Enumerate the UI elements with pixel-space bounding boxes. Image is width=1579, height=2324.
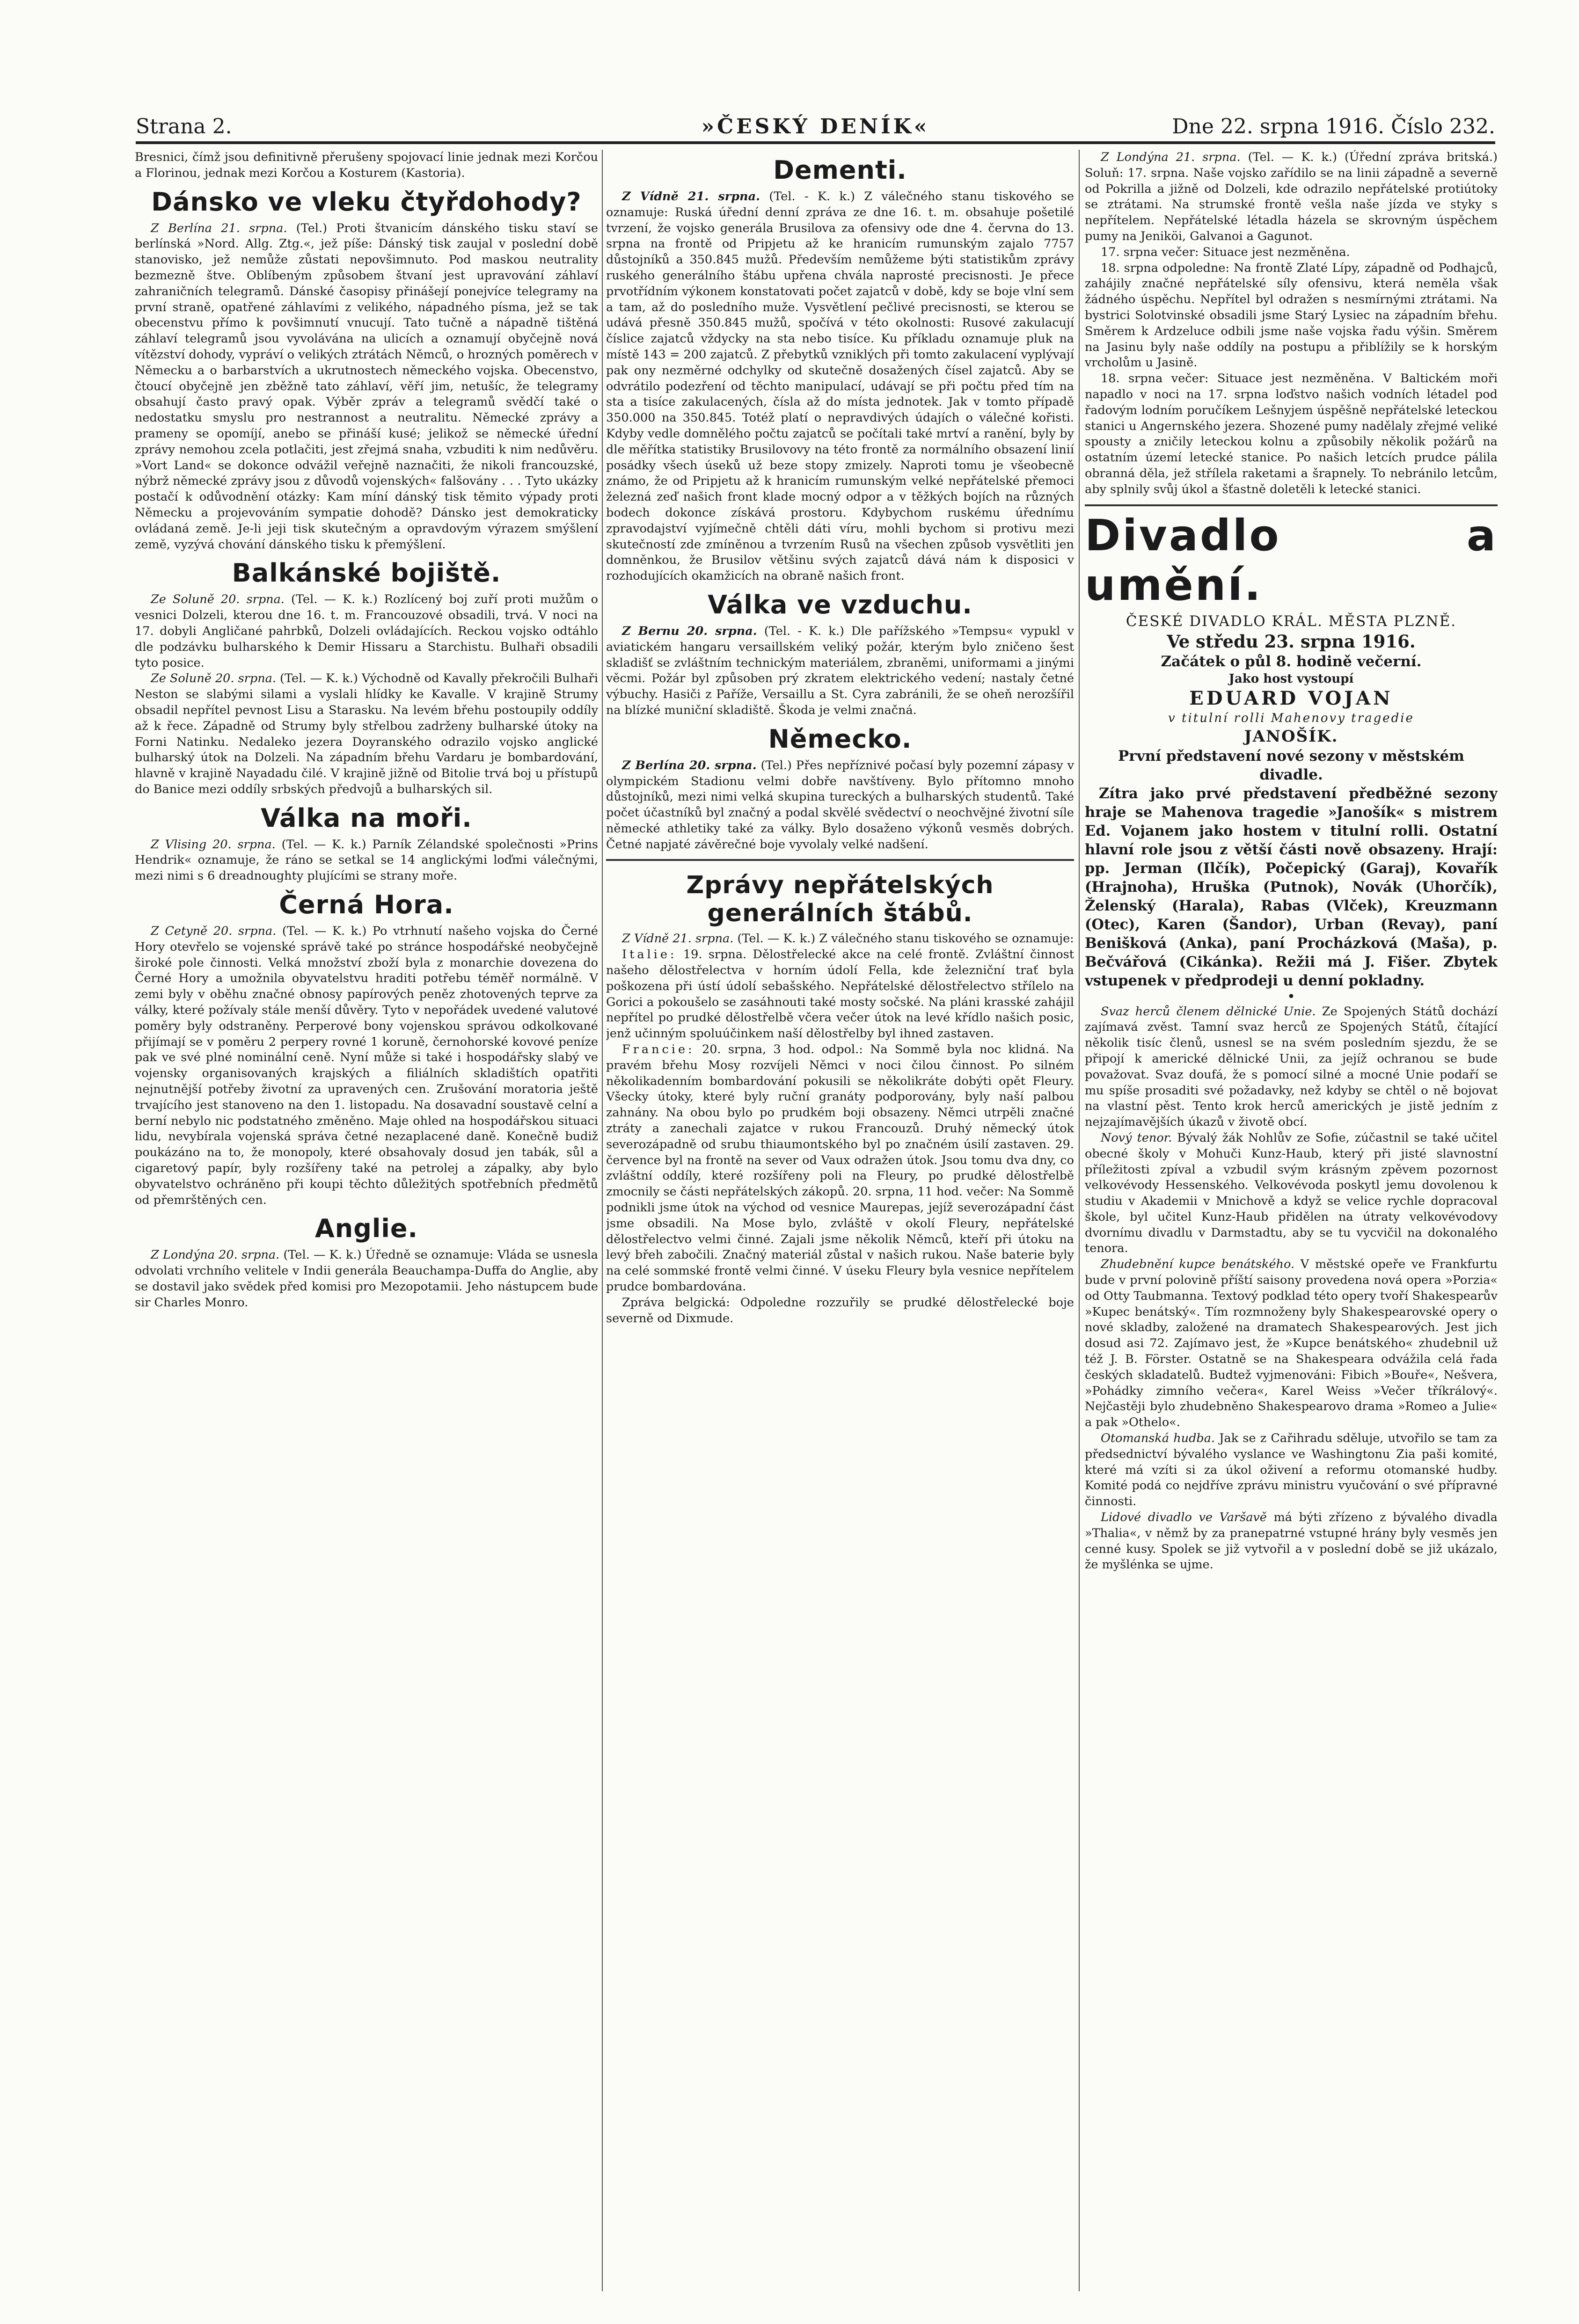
article-text: [135, 837, 598, 884]
dateline: Ze Soluně 20. srpna.: [151, 592, 285, 607]
dateline: Ze Soluně 20. srpna.: [151, 671, 276, 686]
culture-note: [1085, 1130, 1498, 1257]
dateline: Z Cetyně 20. srpna.: [151, 924, 277, 939]
column-rule: [1079, 150, 1080, 2291]
dateline: Z Londýna 21. srpna.: [1101, 150, 1241, 164]
column-1: [135, 150, 598, 2305]
page-number: Strana 2.: [136, 115, 232, 138]
article-body: (Tel. - K. k.) Z válečného stanu tiskového se oznamuje: Ruská úřední denní zpráva ze dne 16. t. m. obsahuje pošetilé tvrzení, že vojsko generála Brusilova za ofensivy ode dne 4. června do 13. srpna na frontě od Pripjetu až ke hranicím rumunským zajalo 7757 důstojníků a 350.845 mužů. Především nemůžeme býti statistikům zprávy ruského generálního štábu upřena chvála naprosté precisnosti. Je přece prvotřídním výkonem konstatovati počet zajatců v době, kdy se boje vlní sem a tam, až do posledního muže. Vysvětlení pečlivé precisnosti, se kterou se udává přesně 350.845 mužů, spočívá v této okolnosti: Rusové zakulacují číslice zajatců vždycky na sta nebo tisíce. Ku příkladu oznamuje pluk na místě 143 = 200 zajatců. Z přebytků vzniklých při tomto zakulacení vyplývají pak ony nezměrné odchylky od skutečně dosažených čísel zajatců. Aby se odvrátilo podezření od těchto manipulací, udávají se při počtu před tím na sta a tisíce zakulacených, čísla až do místa jednotek. Jak v tomto případě 350.000 na 350.845. Totéž platí o nepravdivých údajích o válečné kořisti. Kdyby vedle domnělého počtu zajatců se počítali také mrtví a ranění, byly by dle měřítka statistiky Brusilovovy na této frontě za normálního obsazení linií posádky všech úseků už beze stopy zmizely. Naproti tomu je všeobecně známo, že od Pripjetu až k hranicím rumunským velké nepřátelské přemoci železná zeď našich front klade mocný odpor a v těžkých bojích na různých bodech dokonce získává prostoru. Kdybychom ruskému úřednímu zpravodajství vyjímečně chtěli dáti víru, mohli bychom si protivu mezi skutečností zde zmíněnou a tvrzením Rusů na všechen způsob vysvětliti jen domněnkou, že Brusilov většinu svých zajatců dává nám k disposici v rozhodujících okamžicích na obraně našich front.: [606, 189, 1074, 583]
section-title: Válka ve vzduchu.: [708, 590, 972, 619]
article-text: [135, 221, 598, 553]
article-body: (Tel. — K. k.) Úředně se oznamuje: Vláda se usnesla odvolati vrchního velitele v Indii generála Beauchampa-Duffa do Anglie, aby se dostavil jako svědek před komisi pro Mezopotamii. Jeho nástupcem bude sir Charles Monro.: [135, 1248, 598, 1310]
article-text: 17. srpna večer: Situace jest nezměněna.: [1101, 245, 1350, 259]
article-text: Zpráva belgická: Odpoledne rozzuřily se prudké dělostřelecké boje severně od Dixmude.: [606, 1295, 1074, 1326]
section-title: Válka na moři.: [261, 803, 472, 833]
dateline: Z Berlína 20. srpna.: [622, 758, 757, 772]
bullet-separator: •: [1287, 988, 1295, 1005]
culture-note: [1085, 1004, 1498, 1130]
section-title: Balkánské bojiště.: [232, 558, 501, 588]
dateline: Z Vídně 21. srpna.: [622, 932, 734, 946]
article-text: 18. srpna večer: Situace jest nezměněna. V Baltickém moři napadlo v noci na 17. srpna loďstvo našich vodních létadel pod řadovým lodním poručíkem Lešnyjem úspěšně nepřátelské leteckou stanici u Angernského jezera. Shozené pumy nadělaly zřejmé veliké spousty a zničily leteckou kolnu a způsobily několik požárů na ostatním území letecké stanice. Po našich letcích prudce pálila obranná děla, jež střílela raketami a šrapnely. To nebránilo letcům, aby splnily svůj úkol a šťastně doletěli k letecké stanici.: [1085, 372, 1498, 496]
culture-note: [1085, 1510, 1498, 1573]
note-body: Jak se z Cařihradu sděluje, utvořilo se tam za předsednictví bývalého vyslance ve Washingtonu Zia paši komité, které má vzíti si za úkol oživení a reformu otomanské hudby. Komité podá co nejdříve zprávu ministru vyučování o své přípravné činnosti.: [1085, 1431, 1498, 1509]
article-text: [606, 758, 1074, 853]
article-body: 20. srpna, 3 hod. odpol.: Na Sommě byla noc klidná. Na pravém břehu Mosy rozvíjeli Němci v noci čilou činnost. Po silném několikadenním bombardování pokusili se několikráte dobýti opět Fleury. Všecky útoky, které byly ruční granáty podporovány, byly naší palbou zahnány. Na obou bylo po prudkém boji obsazeny. Němci utrpěli značné ztráty a zanechali zajatce v rukou Francouzů. Druhý německý útok severozápadně od srubu thiaumontského byl po značném úsilí zastaven. 29. července byl na frontě na sever od Vaux odražen útok. Jsou tomu dva dny, co zvláštní oddíly, které rozšířeny poli na Fleury, po prudké dělostřelbě zmocnily se části nepřátelských zákopů. 20. srpna, 11 hod. večer: Na Sommě podnikli jsme útok na východ od vesnice Maurepas, jejíž severozápadní část jsme obsadili. Na Mose bylo, zvláště v okolí Fleury, nepřátelské dělostřelectvo velmi činné. Zajali jsme několik Němců, kteří při útoku na levý břeh zabočili. Značný materiál zůstal v našich rukou. Naše baterie byly na celé sommské frontě velmi činné. V úseku Fleury byla vesnice nepřítelem prudce bombardována.: [606, 1042, 1074, 1294]
section-title: Dánsko ve vleku čtyřdohody?: [151, 187, 582, 217]
play-title: JANOŠÍK.: [1244, 727, 1338, 746]
note-lead: Lidové divadlo ve Varšavě: [1101, 1510, 1267, 1525]
article-body: (Tel. — K. k.) Rozlícený boj zuří proti mužům o vesnici Dolzeli, kterou dne 16. t. m. Francouzové obsadili, trvá. V noci na 17. dobyli Angličané pahrbků, Dolzeli ovládajících. Reckou vojsko odtáhlo dle podzávku bulharského k Demir Hissaru a Starchistu. Bulhaři obsadili tyto posice.: [135, 592, 598, 670]
guest-name: EDUARD VOJAN: [1189, 687, 1393, 709]
article-text: [606, 947, 1074, 1042]
article-text: [606, 624, 1074, 719]
article-body: (Tel.) Přes nepříznivé počasí byly pozemní zápasy v olympickém Stadionu velmi dobře navštíveny. Bylo přítomno mnoho důstojníků, mezi nimi velká skupina tureckých a bulharských studentů. Také počet účastníků byl značný a podal skvělé svědectví o neochvějné životní síle německé athletiky také za války. Bylo dosaženo výkonů vesměs dobrých. Četné napjaté závěrečné boje vyvolaly velké nadšení.: [606, 758, 1074, 852]
note-lead: Zhudebnění kupce benátského.: [1101, 1257, 1294, 1272]
article-body: 19. srpna. Dělostřelecké akce na celé frontě. Zvláštní činnost našeho dělostřelectva v horním údolí Fella, kde železniční trať byla poškozena při ústí údolí sebašského. Nepřátelské dělostřelectvo střílelo na Gorici a pokoušelo se zasáhnouti také mosty sočské. Na pláni krasské zahájil nepřítel po prudké dělostřelbě včera večer útok na levé křídlo našich posic, jenž učinným spoluúčinkem naší dělostřelby byl ihned zastaven.: [606, 947, 1074, 1041]
section-divider: [606, 859, 1074, 861]
article-body: (Tel. - K. k.) Dle pařížského »Tempsu« vypukl v aviatickém hangaru versaillském veliký požár, kterým bylo zničeno šest skladišť se zvláštním technickým materiálem, zbraněmi, uniformami a jinými věcmi. Požár byl způsoben prý zkratem elektrického vedení; nastaly četné výbuchy. Hasiči z Paříže, Versaillu a St. Cyra zabránili, že se oheň nerozšířil na blízké muniční skladiště. Škoda je velmi značná.: [606, 624, 1074, 717]
theatre-body: Zítra jako prvé představení předběžné sezony hraje se Mahenova tragedie »Janošík« s mistrem Ed. Vojanem jako hostem v titulní rolli. Ostatní hlavní role jsou z větší části nově obsazeny. Hrají: pp. Jerman (Ilčík), Počepický (Garaj), Kovařík (Hrajnoha), Hruška (Putnok), Novák (Uhorčík), Želenský (Harala), Rabas (Vlček), Kreuzmann (Otec), Karen (Šandor), Urban (Revay), paní Benišková (Anka), paní Procházková (Maša), p. Bečvářová (Cikánka). Režii má J. Fišer. Zbytek vstupenek v předprodeji u denní pokladny.: [1085, 785, 1498, 989]
section-title: Anglie.: [314, 1214, 418, 1244]
dateline: Z Bernu 20. srpna.: [622, 624, 757, 638]
article-text: [606, 189, 1074, 584]
issue-date: Dne 22. srpna 1916. Číslo 232.: [1172, 115, 1495, 138]
dateline: Z Londýna 20. srpna.: [151, 1248, 280, 1262]
note-body: V městské opeře ve Frankfurtu bude v první polovině příští saisony provedena nová opera »Porzia« od Otty Taubmanna. Textový podklad této opery tvoří Shakespearův »Kupec benátský«. Tím rozmnoženy byly Shakespearovské opery o nové skladby, založené na dramatech Shakespearových. Jest jich dosud asi 72. Zajímavo jest, že »Kupce benátského« zhudebnil už též J. B. Förster. Ostatně se na Shakespeara odvážila celá řada českých skladatelů. Budtež vyjmenováni: Fibich »Bouře«, Nešvera, »Pohádky zimního večera«, Karel Weiss »Večer tříkrálový«. Nejčastěji bylo zhudebněno Shakespearovo drama »Romeo a Julie« a pak »Othelo«.: [1085, 1257, 1498, 1430]
article-body: (Tel. — K. k.) Východně od Kavally překročili Bulhaři Neston se slabými silami a vyslali hlídky ke Kavalle. V krajině Strumy obsadil nepřítel pevnost Lisu a Starasku. Na levém břehu postoupily oddíly až k řece. Západně od Strumy byly střelbou zadrženy bulharské útoky na Forni Natinku. Nedaleko jezera Doyranského odrazilo vojsko anglické bulharský útok na Dolzeli. Na západním břehu Vardaru je bombardování, hlavně v krajině Nayadadu čilé. V krajině jižně od Bitolie trvá boj u přístupů do Banice mezi oddíly srbských předvojů a bulharských sil.: [135, 671, 598, 796]
article-body: (Tel. — K. k.) Z válečného stanu tiskového se oznamuje:: [737, 932, 1074, 946]
dateline: Z Vídně 21. srpna.: [622, 189, 760, 204]
culture-note: [1085, 1257, 1498, 1431]
section-title: Německo.: [768, 724, 912, 754]
note-lead: Svaz herců členem dělnické Unie.: [1101, 1004, 1316, 1019]
note-lead: Nový tenor.: [1101, 1130, 1172, 1145]
theatre-heading: ČESKÉ DIVADLO KRÁL. MĚSTA PLZNĚ.: [1126, 612, 1457, 630]
section-title: Černá Hora.: [279, 890, 454, 920]
article-text: [135, 1247, 598, 1311]
dateline: Z Vlising 20. srpna.: [151, 837, 276, 852]
section-divider: [1085, 504, 1498, 506]
article-text: 18. srpna odpoledne: Na frontě Zlaté Lípy, západně od Podhajců, zahájily značné nepřátelské síly ofensivu, která neměla však žádného úspěchu. Nepřítel byl odražen s nesmírnými ztrátami. Na bystrici Solotvinské obsadili jsme Starý Lysiec na západním břehu. Směrem k Ardzeluce odbili jsme naše vojska řadu výšin. Směrem na Jasinu byly naše oddíly na postupu a přiblížily se k horským vrcholům u Jasině.: [1085, 261, 1498, 370]
culture-note: [1085, 1431, 1498, 1510]
front-label: Italie:: [622, 947, 677, 962]
article-body: (Tel. — K. k.) Po vtrhnutí našeho vojska do Černé Hory otevřelo se vojenské správě také po stránce hospodářské neobyčejně široké pole činnosti. Velká množství zboží byla z monarchie dovezena do Černé Hory a umožnila obyvatelstvu hraditi potřebu téměř normálně. V zemi byly v oběhu značné obnosy papírových peněz zhotovených teprve za války, které požívaly stále menší důvěry. Tyto v nepořádek uvedené valutové poměry byly odstraněny. Perperové bony vojenskou správou odkolkované přijímají se v poměru 2 perpery rovné 1 koruně, černohorské kovové peníze pak ve své plné nominální ceně. Nyní může si také i hospodářsky slabý ve vojensky organisovaných krajských a filiálních skladištích opatřiti nejnutnější potřeby životní za upravených cen. Zrušování moratoria ještě trvajícího jest stanoveno na den 1. listopadu. Na dosavadní soustavě celní a berní nebylo nic podstatného změněno. Maje ohled na hospodářskou situaci lidu, nevybírala vojenská správa četné nezaplacené daně. Konečně budiž poukázáno na to, že monopoly, které obsahovaly dosud jen tabák, sůl a cigaretový papír, byly rozšířeny také na petrolej a zápalky, aby bylo obyvatelstvo ochráněno při koupi těchto důležitých spotřebních předmětů od přemrštěných cen.: [135, 924, 598, 1207]
article-text: [135, 924, 598, 1208]
article-text: [135, 671, 598, 797]
column-2: [606, 150, 1074, 2305]
section-title-theatre: Divadlo a umění.: [1085, 510, 1498, 610]
performance-time: Začátek o půl 8. hodině večerní.: [1161, 653, 1422, 670]
article-body: (Tel. — K. k.) (Úřední zpráva britská.) Soluň: 17. srpna. Naše vojsko zařídilo se na linii západně a severně od Pokrilla a jižně od Dolzeli, kde odrazilo nepřátelské protiútoky se ztrátami. Na strumské frontě vešla naše jízda ve styky s nepřítelem. Nepřátelské létadla házela se skrovným úspěchem pumy na Jeniköi, Galvanoi a Gagunot.: [1085, 150, 1498, 243]
masthead: »ČESKÝ DENÍK«: [701, 115, 930, 138]
running-header: [136, 109, 1495, 144]
continued-text: Bresnici, čímž jsou definitivně přerušeny spojovací linie jednak mezi Korčou a Florinou, jednak mezi Korčou a Kosturem (Kastoria).: [135, 150, 598, 180]
article-text: [1085, 150, 1498, 245]
article-text: [606, 1042, 1074, 1295]
premiere-text: První představení nové sezony v městském divadle.: [1118, 747, 1464, 783]
note-body: má býti zřízeno z bývalého divadla »Thalia«, v němž by za pranepatrné vstupné hrány byly vesměs jen cenné kusy. Spolek se již vytvořil a v poslední době se již ukázalo, že myšlénka se ujme.: [1085, 1510, 1498, 1572]
section-title: Zprávy nepřátelských generálních štábů.: [686, 871, 994, 928]
performance-date: Ve středu 23. srpna 1916.: [1167, 631, 1416, 652]
dateline: Z Berlína 21. srpna.: [151, 221, 287, 235]
note-body: Bývalý žák Nohlův ze Sofie, zúčastnil se také učitel obecné školy v Mohuči Kunz-Haub, který při jisté slavnostní příležitosti zpíval a vzbudil svým krásným zpěvem pozornost velkovévody Hessenského. Velkovévoda poskytl jemu dovolenou k studiu v Akademii v Mnichově a když se velice rychle dopracoval škole, byl učitel Kunz-Haub přidělen na útraty velkovévodovy dvornímu divadlu v Darmstadtu, aby se tu vycvičil na dokonalého tenora.: [1085, 1130, 1498, 1256]
section-title: Dementi.: [773, 155, 907, 185]
front-label: Francie:: [622, 1042, 695, 1057]
note-lead: Otomanská hudba.: [1101, 1431, 1215, 1446]
column-3: [1085, 150, 1498, 2305]
guest-label: Jako host vystoupí: [1228, 671, 1354, 686]
role-text: v titulní rolli Mahenovy tragedie: [1168, 711, 1414, 725]
note-body: Ze Spojených Států dochází zajímavá zvěst. Tamní svaz herců ze Spojených Států, čítající několik tisíc členů, usnesl se na svém posledním sjezdu, že se připojí k americké dělnické Unii, za jejíž ochranou se bude považovat. Svaz doufá, že s pomocí silné a mocné Unie podaří se mu spíše prosaditi své požadavky, než kdyby se chtěl o ně bojovat na vlastní pěst. Tento krok herců amerických je jistě jedním z nejzajímavějších úkazů v životě obcí.: [1085, 1004, 1498, 1129]
article-text: [606, 931, 1074, 947]
article-body: (Tel.) Proti štvanicím dánského tisku staví se berlínská »Nord. Allg. Ztg.«, jež píše: Dánský tisk zaujal v poslední době stanovisko, jež nemůže zůstati nepovšimnuto. Pod maskou neutrality bezmezně štve. Oblíbeným způsobem štvaní jest upravování záhlaví zahraničních telegramů. Dánské časopisy přinášejí ponejvíce telegramy na první straně, opatřené záhlavími z velikého, nápadného písma, jež se tak obecenstvu přímo k povšimnutí vnucují. Tato tučně a nápadně tištěná záhlaví telegramů jsou vyvolávána na ulicích a oznamují obyčejně nová vítězství dohody, vypráví o velikých ztrátách Němců, o hrozných poměrech v Německu a o barbarstvích a ukrutnostech německého vojska. Obecenstvo, čtoucí obyčejně jen zběžně tato záhlaví, věří jim, netušíc, že telegramy obsahují často pravý opak. Výběr zpráv a telegramů svědčí také o nedostatku smyslu pro nestrannost a neutralitu. Německé zprávy a prameny se opomíjí, anebo se přináší kusé; jelikož se německé úřední zprávy nemohou zcela potlačiti, jest zřejmá snaha, vzbuditi k nim nedůvěru. »Vort Land« se dokonce odvážil veřejně naznačiti, že nikoli francouzské, nýbrž německé zprávy jsou z důvodů vojenských« falšovány . . . Tyto ukázky postačí k odůvodnění otázky: Kam míní dánský tisk těmito výpady proti Německu a projevováním sympatie dohodě? Dánsko jest demokraticky ovládaná země. Je-li jeji tisk skutečným a opravdovým výrazem smýšlení země, vyzývá chování dánského tisku k přemýšlení.: [135, 221, 598, 552]
article-text: [135, 592, 598, 671]
article-body: (Tel. — K. k.) Parník Zélandské společnosti »Prins Hendrik« oznamuje, že ráno se setkal se 14 anglickými loďmi válečnými, mezi nimi s 6 dreadnoughty plujícími se strany moře.: [135, 837, 598, 883]
column-rule: [602, 150, 603, 2291]
